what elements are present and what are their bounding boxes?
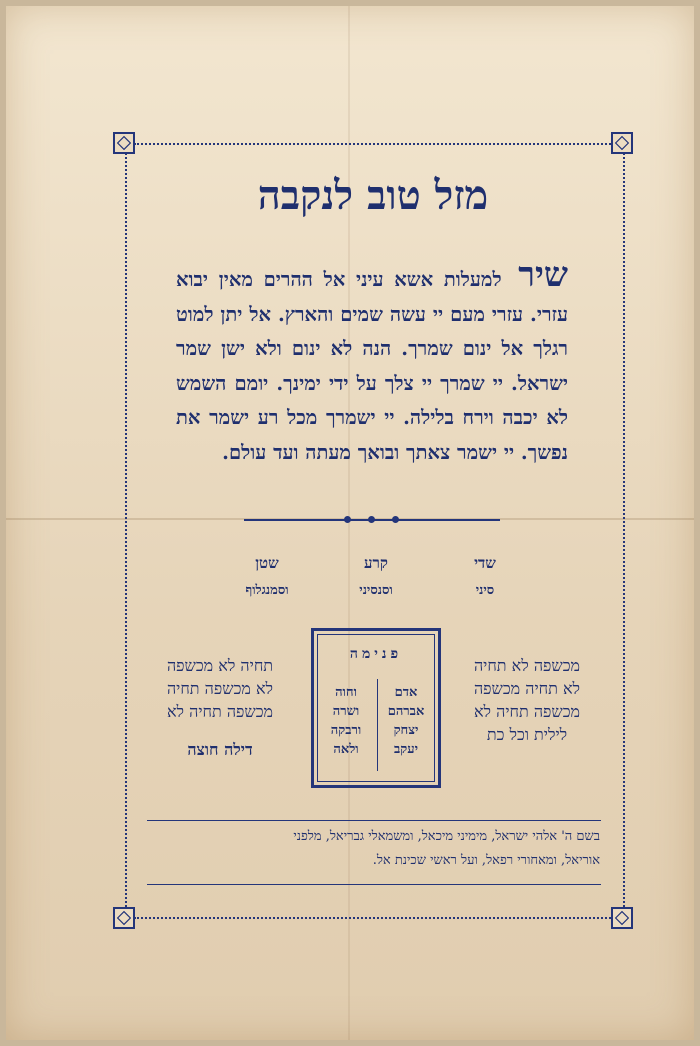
footer-bottom-rule — [147, 884, 601, 885]
left-incantation-block — [140, 654, 300, 761]
name-cell: ושרה — [332, 704, 360, 719]
center-box-title: פנימה — [349, 646, 403, 662]
name-label: שדי — [474, 554, 496, 572]
name-cell: ולאה — [333, 742, 359, 757]
name-entry — [450, 554, 520, 598]
incantation-line: לא מכשפה תחיה — [166, 679, 274, 698]
footer-top-rule — [147, 820, 601, 821]
psalm-first-word: שיר — [518, 255, 568, 295]
center-box — [311, 628, 441, 788]
incantation-line: תחיה לא מכשפה — [166, 656, 274, 675]
center-box-separator — [377, 679, 378, 771]
incantation-line: מכשפה תחיה לא — [473, 702, 581, 721]
name-entry — [222, 554, 312, 598]
name-cell: אדם — [394, 685, 418, 700]
name-cell: יצחק — [393, 723, 419, 738]
incantation-line: לילית וכל כת — [486, 725, 568, 744]
name-cell: ורבקה — [330, 723, 362, 738]
name-cell: וחוה — [335, 685, 357, 700]
psalm-body: למעלות אשא עיני אל ההרים מאין יבוא עזרי. עזרי מעם יי עשה שמים והארץ. אל יתן למוט רגלך אל ינום שמרך. הנה לא ינום ולא ישן שמר ישראל. יי שמרך יי צלך על ידי ימינך. יומם השמש לא יכבה וירח בלילה. יי ישמרך מכל רע ישמר את נפשך. יי ישמר צאתך ובואך מעתה ועד עולם. — [176, 268, 568, 464]
incantation-line: מכשפה תחיה לא — [166, 702, 274, 721]
name-label: שטן — [255, 554, 279, 572]
center-box-right-column — [378, 683, 434, 759]
name-cell: יעקב — [394, 742, 418, 757]
center-box-left-column — [318, 683, 374, 759]
footer-line: בשם ה' אלהי ישראל, מימיני מיכאל, ומשמאלי גבריאל, מלפני — [293, 829, 600, 844]
psalm-text — [176, 255, 568, 470]
footer-line: אוריאל, ומאחורי רפאל, ועל ראשי שכינת אל. — [372, 853, 600, 868]
name-cell: אברהם — [387, 704, 425, 719]
frame-top-line — [134, 143, 614, 145]
name-sublabel: סיני — [475, 583, 495, 598]
left-signature: דילה חוצה — [187, 740, 253, 759]
right-incantation-block — [452, 654, 602, 746]
document-title: מזל טוב לנקבה — [257, 172, 489, 219]
corner-ornament-icon — [611, 907, 633, 929]
corner-ornament-icon — [113, 132, 135, 154]
corner-ornament-icon — [113, 907, 135, 929]
name-entry — [336, 554, 416, 598]
name-sublabel: וסמנגלוף — [245, 583, 289, 598]
incantation-line: מכשפה לא תחיה — [473, 656, 581, 675]
footer-blessing — [150, 825, 600, 873]
incantation-line: לא תחיה מכשפה — [473, 679, 581, 698]
ornamental-divider — [244, 518, 500, 522]
name-sublabel: וסנסיני — [359, 583, 393, 598]
frame-bottom-line — [134, 917, 614, 919]
name-label: קרע — [364, 554, 388, 572]
corner-ornament-icon — [611, 132, 633, 154]
